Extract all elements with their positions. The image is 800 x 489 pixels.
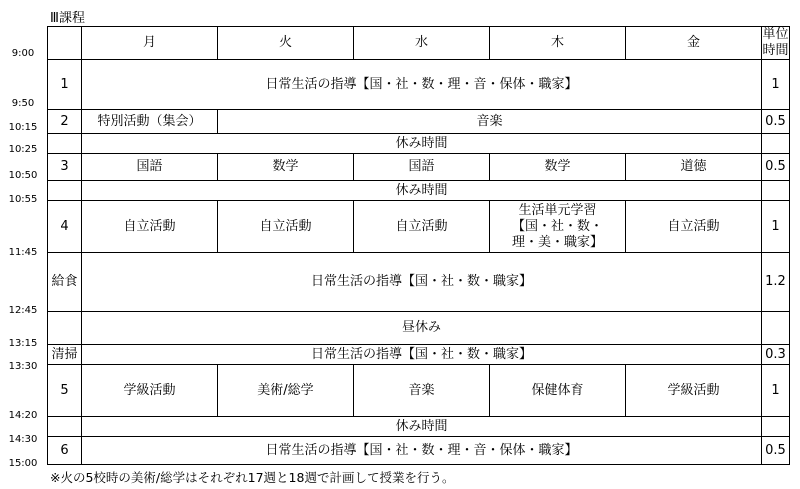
subject-mon: 国語 — [82, 154, 218, 181]
period-label: 清掃 — [48, 345, 82, 365]
time-label: 14:30 — [8, 434, 38, 445]
day-header-thu: 木 — [490, 27, 626, 60]
period-content: 日常生活の指導【国・社・数・職家】 — [82, 345, 762, 365]
subject-thu: 数学 — [490, 154, 626, 181]
unit-value: 0.3 — [762, 345, 790, 365]
period-content: 日常生活の指導【国・社・数・職家】 — [82, 253, 762, 312]
period-label: 5 — [48, 365, 82, 417]
subject-thu — [490, 201, 626, 253]
noon-period-cell — [48, 312, 82, 345]
break-row — [48, 417, 790, 437]
subject-thu: 保健体育 — [490, 365, 626, 417]
break-unit-cell — [762, 134, 790, 154]
break-period-cell — [48, 417, 82, 437]
header-corner — [48, 27, 82, 60]
period-row-5 — [48, 365, 790, 417]
period-label: 3 — [48, 154, 82, 181]
time-label: 9:50 — [11, 98, 35, 109]
period-label: 4 — [48, 201, 82, 253]
cleaning-row — [48, 345, 790, 365]
break-period-cell — [48, 181, 82, 201]
subject-thu-line2: 【国・社・数・ — [511, 218, 603, 234]
unit-value: 1.2 — [762, 253, 790, 312]
time-label: 10:55 — [8, 194, 38, 205]
day-header-fri: 金 — [626, 27, 762, 60]
period-label: 給食 — [48, 253, 82, 312]
period-content: 日常生活の指導【国・社・数・理・音・保体・職家】 — [82, 60, 762, 110]
time-label: 10:50 — [8, 170, 38, 181]
period-row-3 — [48, 154, 790, 181]
unit-value: 0.5 — [762, 154, 790, 181]
break-label: 休み時間 — [82, 181, 762, 201]
unit-value: 1 — [762, 365, 790, 417]
subject-fri: 自立活動 — [626, 201, 762, 253]
break-row — [48, 181, 790, 201]
day-header-wed: 水 — [354, 27, 490, 60]
footnote: ※火の5校時の美術/総学はそれぞれ17週と18週で計画して授業を行う。 — [50, 470, 455, 485]
unit-value: 0.5 — [762, 110, 790, 134]
subject-mon: 自立活動 — [82, 201, 218, 253]
unit-header-line2: 時間 — [762, 43, 789, 58]
time-label: 11:45 — [8, 247, 38, 258]
noon-break-row — [48, 312, 790, 345]
lunch-row — [48, 253, 790, 312]
period-content-mon: 特別活動（集会） — [82, 110, 218, 134]
schedule-table — [47, 26, 790, 465]
period-label: 1 — [48, 60, 82, 110]
break-period-cell — [48, 134, 82, 154]
unit-value: 1 — [762, 201, 790, 253]
subject-thu-line3: 理・美・職家】 — [511, 234, 603, 250]
unit-value: 1 — [762, 60, 790, 110]
time-label: 15:00 — [8, 458, 38, 469]
subject-thu-line1: 生活単元学習 — [518, 202, 597, 218]
break-label: 休み時間 — [82, 417, 762, 437]
break-unit-cell — [762, 417, 790, 437]
day-header-mon: 月 — [82, 27, 218, 60]
time-label: 9:00 — [11, 48, 35, 59]
time-label: 13:30 — [8, 361, 38, 372]
subject-wed: 国語 — [354, 154, 490, 181]
subject-tue: 数学 — [218, 154, 354, 181]
period-row-1 — [48, 60, 790, 110]
time-label: 13:15 — [8, 338, 38, 349]
subject-fri: 学級活動 — [626, 365, 762, 417]
break-label: 休み時間 — [82, 134, 762, 154]
period-label: 2 — [48, 110, 82, 134]
subject-tue: 自立活動 — [218, 201, 354, 253]
unit-value: 0.5 — [762, 437, 790, 465]
period-label: 6 — [48, 437, 82, 465]
header-row — [48, 27, 790, 60]
time-label: 10:15 — [8, 122, 38, 133]
period-content: 音楽 — [218, 110, 762, 134]
time-label: 14:20 — [8, 410, 38, 421]
break-row — [48, 134, 790, 154]
period-content: 日常生活の指導【国・社・数・理・音・保体・職家】 — [82, 437, 762, 465]
subject-fri: 道徳 — [626, 154, 762, 181]
period-row-4 — [48, 201, 790, 253]
day-header-tue: 火 — [218, 27, 354, 60]
period-row-6 — [48, 437, 790, 465]
period-row-2 — [48, 110, 790, 134]
time-label: 12:45 — [8, 305, 38, 316]
subject-wed: 自立活動 — [354, 201, 490, 253]
period-content: 昼休み — [82, 312, 762, 345]
time-label: 10:25 — [8, 144, 38, 155]
subject-tue: 美術/総学 — [218, 365, 354, 417]
break-unit-cell — [762, 181, 790, 201]
subject-mon: 学級活動 — [82, 365, 218, 417]
unit-header-line1: 単位 — [762, 27, 789, 42]
subject-wed: 音楽 — [354, 365, 490, 417]
noon-unit-cell — [762, 312, 790, 345]
section-heading: Ⅲ課程 — [50, 11, 85, 26]
unit-header — [762, 27, 790, 60]
